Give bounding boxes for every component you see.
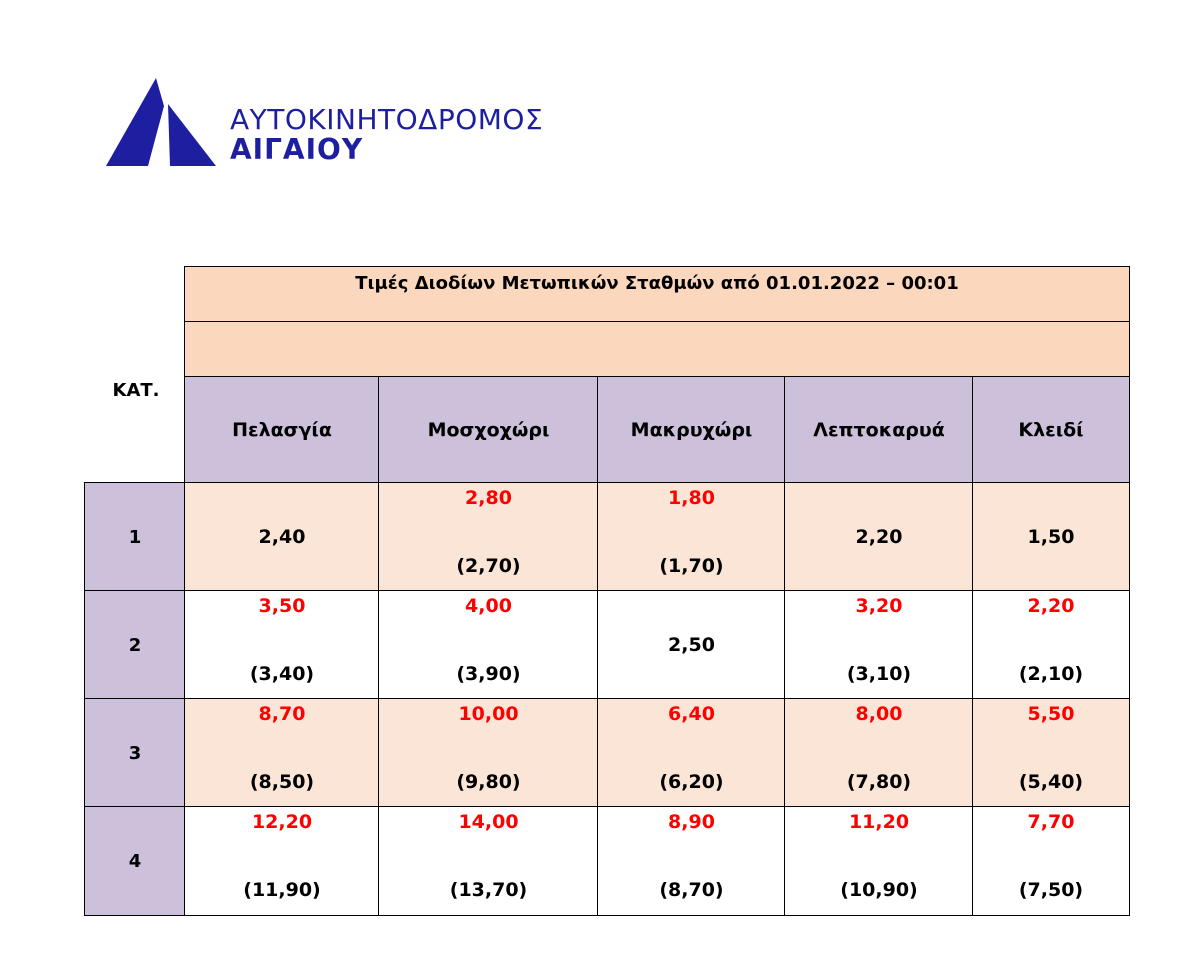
new-price: 7,70 [1027,811,1075,833]
new-price: 6,40 [668,703,715,725]
price-cell [378,590,599,700]
station-header-label: Πελασγία [232,419,332,441]
station-header-1 [184,376,380,484]
new-price: 5,50 [1027,703,1075,725]
previous-price: (7,50) [1018,879,1084,901]
previous-price: (1,70) [659,555,724,577]
new-price: 3,50 [258,595,306,617]
price-cell [184,482,380,592]
station-header-label: Μακρυχώρι [630,419,753,441]
price-cell [597,482,786,592]
station-header-3 [597,376,786,484]
price-value: 2,40 [258,526,306,548]
price-cell [597,590,786,700]
logo-line-2: ΑΙΓΑΙΟΥ [230,133,364,166]
station-header-label: Λεπτοκαρυά [813,419,945,441]
price-cell [972,590,1130,700]
category-label: 1 [128,526,142,548]
new-price: 8,90 [668,811,715,833]
logo-line-1: ΑΥΤΟΚΙΝΗΤΟΔΡΟΜΟΣ [230,103,544,136]
price-cell [378,698,599,808]
category-cell-2 [84,590,186,700]
price-cell [972,698,1130,808]
station-header-5 [972,376,1130,484]
previous-price: (13,70) [449,879,528,901]
station-header-label: Κλειδί [1018,419,1084,441]
category-label: 3 [128,742,142,764]
new-price: 2,20 [1027,595,1075,617]
price-cell [597,806,786,916]
table-title [184,266,1130,323]
previous-price: (2,70) [456,555,521,577]
category-cell-4 [84,806,186,916]
previous-price: (3,40) [249,663,315,685]
price-value: 2,50 [668,634,715,656]
category-label: 2 [128,634,142,656]
new-price: 14,00 [458,811,519,833]
station-header-2 [378,376,599,484]
previous-price: (7,80) [846,771,912,793]
previous-price: (10,90) [840,879,918,901]
new-price: 4,00 [465,595,512,617]
price-cell [784,590,974,700]
table-blank-row [184,321,1130,378]
new-price: 2,80 [465,487,512,509]
new-price: 11,20 [848,811,910,833]
station-header-label: Μοσχοχώρι [427,419,550,441]
price-cell [184,698,380,808]
category-cell-3 [84,698,186,808]
new-price: 1,80 [668,487,715,509]
price-cell [378,482,599,592]
previous-price: (5,40) [1018,771,1084,793]
previous-price: (3,10) [846,663,912,685]
new-price: 8,70 [258,703,306,725]
previous-price: (2,10) [1018,663,1084,685]
new-price: 3,20 [855,595,903,617]
category-cell-1 [84,482,186,592]
price-value: 2,20 [855,526,903,548]
table-title-text: Τιμές Διοδίων Μετωπικών Σταθμών από 01.01.2022 – 00:01 [355,273,959,294]
previous-price: (9,80) [456,771,521,793]
new-price: 12,20 [251,811,313,833]
category-header: ΚΑΤ. [112,380,160,401]
price-value: 1,50 [1027,526,1075,548]
price-cell [184,806,380,916]
price-cell [597,698,786,808]
previous-price: (3,90) [456,663,521,685]
category-label: 4 [128,850,142,872]
previous-price: (8,70) [659,879,724,901]
station-header-4 [784,376,974,484]
previous-price: (8,50) [249,771,315,793]
price-cell [184,590,380,700]
previous-price: (11,90) [243,879,321,901]
previous-price: (6,20) [659,771,724,793]
price-cell [784,806,974,916]
price-cell [972,482,1130,592]
price-cell [784,482,974,592]
new-price: 10,00 [458,703,519,725]
new-price: 8,00 [855,703,903,725]
price-cell [972,806,1130,916]
price-cell [378,806,599,916]
price-cell [784,698,974,808]
